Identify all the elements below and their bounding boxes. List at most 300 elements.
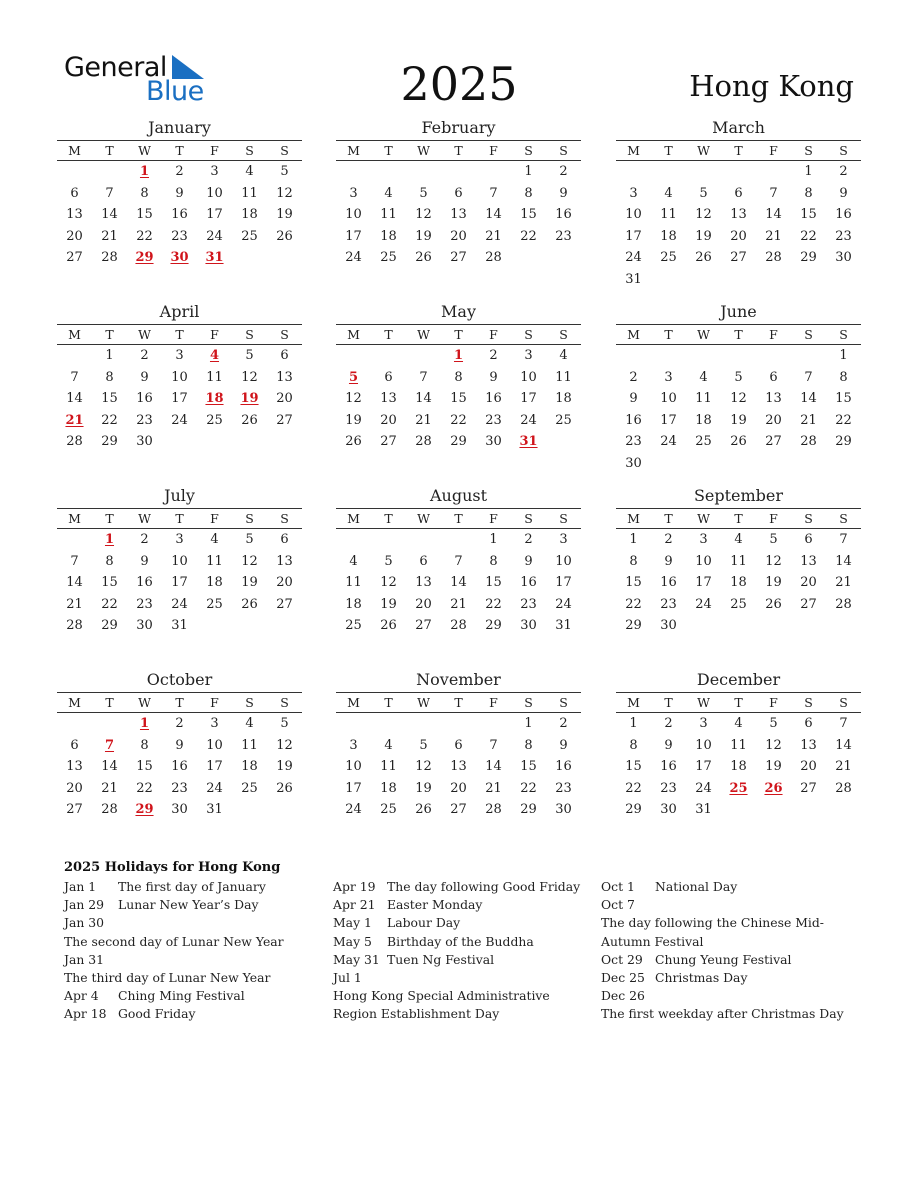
day-cell: 9 [140, 369, 149, 385]
day-cell: 25 [730, 596, 747, 612]
weekday-header: M [616, 141, 651, 161]
day-cell: 11 [241, 737, 258, 753]
day-cell: 17 [345, 228, 362, 244]
day-cell: 19 [765, 759, 782, 775]
holiday-name: The second day of Lunar New Year [64, 933, 284, 949]
holiday-date: 25 [729, 780, 748, 796]
empty-cell [92, 161, 127, 183]
month-name: May [441, 302, 476, 321]
day-cell: 25 [206, 596, 223, 612]
day-cell: 31 [695, 802, 712, 818]
day-cell: 8 [524, 185, 533, 201]
day-cell: 14 [765, 207, 782, 223]
day-cell: 12 [695, 207, 712, 223]
weekday-header: T [371, 141, 406, 161]
day-cell: 25 [380, 802, 397, 818]
day-cell: 2 [629, 369, 638, 385]
day-cell: 2 [175, 164, 184, 179]
day-cell: 23 [171, 228, 188, 244]
day-cell: 30 [136, 618, 153, 634]
day-cell: 30 [660, 802, 677, 818]
holiday-date: 1 [139, 164, 150, 179]
holiday-date-label: Oct 29 [601, 951, 643, 967]
day-cell: 23 [660, 596, 677, 612]
holiday-item [601, 987, 857, 1023]
day-cell: 9 [524, 553, 533, 569]
day-cell: 26 [695, 250, 712, 266]
day-cell: 4 [349, 553, 358, 569]
day-cell: 15 [625, 575, 642, 591]
day-cell: 26 [241, 596, 258, 612]
holiday-item [601, 969, 857, 987]
holiday-name: Easter Monday [387, 897, 483, 913]
day-cell: 28 [450, 618, 467, 634]
holiday-item [64, 987, 320, 1005]
day-cell: 2 [559, 164, 568, 179]
day-cell: 22 [625, 596, 642, 612]
day-cell: 25 [380, 250, 397, 266]
day-cell: 14 [101, 207, 118, 223]
day-cell: 16 [171, 759, 188, 775]
weekday-header: T [441, 509, 476, 529]
day-cell: 13 [450, 207, 467, 223]
holiday-column [601, 878, 857, 1024]
day-cell: 17 [660, 412, 677, 428]
day-cell: 27 [450, 250, 467, 266]
holiday-name: The third day of Lunar New Year [64, 970, 271, 986]
holiday-date: 26 [764, 780, 783, 796]
day-cell: 7 [804, 369, 813, 385]
day-cell: 8 [140, 185, 149, 201]
empty-cell [371, 161, 406, 183]
month-grid [616, 693, 861, 821]
day-cell: 5 [699, 185, 708, 201]
weekday-header: T [651, 693, 686, 713]
day-cell: 23 [485, 412, 502, 428]
day-cell: 17 [695, 575, 712, 591]
day-cell: 15 [625, 759, 642, 775]
weekday-header: S [546, 693, 581, 713]
day-cell: 24 [520, 412, 537, 428]
weekday-header: M [57, 141, 92, 161]
day-cell: 15 [101, 391, 118, 407]
day-cell: 22 [136, 780, 153, 796]
day-cell: 30 [835, 250, 852, 266]
day-cell: 24 [206, 228, 223, 244]
weekday-header: T [441, 325, 476, 345]
weekday-header: S [232, 141, 267, 161]
day-cell: 23 [520, 596, 537, 612]
day-cell: 21 [415, 412, 432, 428]
day-cell: 9 [664, 737, 673, 753]
month-name: August [429, 486, 488, 505]
weekday-header: T [371, 509, 406, 529]
weekday-header: M [616, 509, 651, 529]
day-cell: 19 [241, 575, 258, 591]
day-cell: 27 [380, 434, 397, 450]
day-cell: 13 [66, 759, 83, 775]
month-grid [57, 509, 302, 637]
empty-cell [476, 161, 511, 183]
day-cell: 14 [835, 553, 852, 569]
month-grid [616, 325, 861, 475]
day-cell: 5 [734, 369, 743, 385]
day-cell: 3 [559, 532, 568, 547]
day-cell: 31 [555, 618, 572, 634]
day-cell: 8 [105, 553, 114, 569]
day-cell: 3 [664, 369, 673, 385]
holiday-item [64, 878, 320, 896]
weekday-header: S [267, 325, 302, 345]
day-cell: 26 [276, 780, 293, 796]
day-cell: 9 [175, 185, 184, 201]
day-cell: 15 [101, 575, 118, 591]
weekday-header: W [127, 693, 162, 713]
holiday-date: 1 [453, 348, 464, 363]
day-cell: 12 [241, 369, 258, 385]
weekday-header: W [127, 325, 162, 345]
holiday-date: 1 [139, 716, 150, 731]
day-cell: 3 [699, 716, 708, 731]
month-name: December [696, 670, 781, 689]
empty-cell [336, 713, 371, 735]
weekday-header: S [826, 693, 861, 713]
day-cell: 27 [800, 596, 817, 612]
day-cell: 10 [171, 369, 188, 385]
day-cell: 20 [276, 575, 293, 591]
day-cell: 24 [171, 596, 188, 612]
day-cell: 17 [520, 391, 537, 407]
day-cell: 10 [345, 759, 362, 775]
day-cell: 6 [280, 348, 289, 363]
holiday-item [64, 914, 320, 950]
holiday-column [64, 878, 320, 1024]
weekday-header: W [127, 509, 162, 529]
day-cell: 8 [140, 737, 149, 753]
day-cell: 26 [415, 250, 432, 266]
day-cell: 22 [450, 412, 467, 428]
day-cell: 15 [520, 207, 537, 223]
month-name: March [712, 118, 765, 137]
month-december [616, 670, 861, 821]
day-cell: 21 [66, 596, 83, 612]
holiday-date: 21 [65, 412, 84, 428]
month-june [616, 302, 861, 475]
day-cell: 6 [804, 532, 813, 547]
day-cell: 30 [555, 802, 572, 818]
holiday-date-label: May 31 [333, 951, 380, 967]
day-cell: 25 [660, 250, 677, 266]
weekday-header: F [197, 141, 232, 161]
day-cell: 16 [555, 759, 572, 775]
day-cell: 26 [380, 618, 397, 634]
weekday-header: T [92, 693, 127, 713]
day-cell: 24 [206, 780, 223, 796]
day-cell: 17 [625, 228, 642, 244]
weekday-header: S [791, 509, 826, 529]
holiday-date-label: Jan 30 [64, 915, 105, 931]
day-cell: 13 [276, 369, 293, 385]
day-cell: 22 [101, 412, 118, 428]
weekday-header: S [232, 693, 267, 713]
empty-cell [336, 345, 371, 367]
day-cell: 18 [241, 207, 258, 223]
holiday-date-label: Oct 7 [601, 897, 635, 913]
day-cell: 28 [835, 596, 852, 612]
day-cell: 22 [835, 412, 852, 428]
day-cell: 26 [345, 434, 362, 450]
day-cell: 27 [730, 250, 747, 266]
month-name: July [164, 486, 195, 505]
day-cell: 16 [136, 575, 153, 591]
month-name: February [421, 118, 496, 137]
day-cell: 25 [241, 780, 258, 796]
day-cell: 22 [520, 780, 537, 796]
holiday-name: Chung Yeung Festival [655, 951, 792, 967]
weekday-header: S [791, 325, 826, 345]
weekday-header: T [721, 141, 756, 161]
day-cell: 2 [524, 532, 533, 547]
day-cell: 23 [555, 780, 572, 796]
month-grid [616, 509, 861, 637]
weekday-header: M [57, 693, 92, 713]
day-cell: 29 [101, 434, 118, 450]
weekday-header: S [232, 325, 267, 345]
day-cell: 21 [101, 780, 118, 796]
day-cell: 27 [66, 250, 83, 266]
day-cell: 7 [489, 737, 498, 753]
holiday-date: 31 [205, 250, 224, 266]
weekday-header: S [826, 141, 861, 161]
day-cell: 16 [835, 207, 852, 223]
weekday-header: W [406, 325, 441, 345]
weekday-header: T [651, 509, 686, 529]
day-cell: 27 [276, 412, 293, 428]
holiday-item [333, 914, 589, 932]
day-cell: 1 [629, 716, 638, 731]
empty-cell [371, 529, 406, 551]
weekday-header: S [267, 141, 302, 161]
day-cell: 6 [454, 185, 463, 201]
day-cell: 23 [555, 228, 572, 244]
holiday-list [64, 858, 864, 1022]
weekday-header: T [441, 693, 476, 713]
day-cell: 11 [206, 553, 223, 569]
holiday-item [64, 1005, 320, 1023]
day-cell: 20 [66, 228, 83, 244]
day-cell: 22 [520, 228, 537, 244]
day-cell: 8 [839, 369, 848, 385]
holiday-date-label: Apr 19 [333, 879, 376, 894]
day-cell: 8 [524, 737, 533, 753]
weekday-header: W [686, 325, 721, 345]
holiday-date: 1 [104, 532, 115, 547]
day-cell: 20 [380, 412, 397, 428]
day-cell: 7 [769, 185, 778, 201]
day-cell: 10 [345, 207, 362, 223]
weekday-header: S [511, 509, 546, 529]
day-cell: 6 [419, 553, 428, 569]
holiday-date-label: Apr 4 [64, 988, 99, 1004]
day-cell: 14 [450, 575, 467, 591]
holiday-item [333, 878, 589, 896]
day-cell: 14 [415, 391, 432, 407]
day-cell: 20 [66, 780, 83, 796]
day-cell: 24 [625, 250, 642, 266]
empty-cell [686, 345, 721, 367]
day-cell: 13 [765, 391, 782, 407]
holiday-date-label: Apr 21 [333, 897, 376, 913]
day-cell: 8 [804, 185, 813, 201]
weekday-header: T [162, 325, 197, 345]
weekday-header: M [616, 325, 651, 345]
day-cell: 4 [245, 716, 254, 731]
day-cell: 17 [206, 207, 223, 223]
day-cell: 14 [101, 759, 118, 775]
day-cell: 29 [485, 618, 502, 634]
day-cell: 19 [415, 780, 432, 796]
weekday-header: F [197, 325, 232, 345]
day-cell: 21 [800, 412, 817, 428]
day-cell: 21 [765, 228, 782, 244]
day-cell: 30 [485, 434, 502, 450]
day-cell: 31 [171, 618, 188, 634]
day-cell: 9 [664, 553, 673, 569]
empty-cell [406, 713, 441, 735]
day-cell: 27 [415, 618, 432, 634]
day-cell: 20 [800, 575, 817, 591]
day-cell: 16 [555, 207, 572, 223]
weekday-header: F [197, 693, 232, 713]
weekday-header: F [476, 693, 511, 713]
weekday-header: M [57, 509, 92, 529]
day-cell: 18 [206, 575, 223, 591]
weekday-header: F [756, 693, 791, 713]
day-cell: 1 [489, 532, 498, 547]
day-cell: 25 [241, 228, 258, 244]
month-name: January [148, 118, 211, 137]
weekday-header: W [406, 509, 441, 529]
day-cell: 6 [280, 532, 289, 547]
day-cell: 7 [419, 369, 428, 385]
day-cell: 9 [559, 737, 568, 753]
empty-cell [686, 161, 721, 183]
day-cell: 6 [734, 185, 743, 201]
day-cell: 15 [485, 575, 502, 591]
day-cell: 14 [66, 391, 83, 407]
day-cell: 8 [489, 553, 498, 569]
day-cell: 15 [835, 391, 852, 407]
weekday-header: T [371, 693, 406, 713]
day-cell: 8 [629, 737, 638, 753]
day-cell: 18 [555, 391, 572, 407]
day-cell: 16 [520, 575, 537, 591]
day-cell: 12 [730, 391, 747, 407]
holiday-item [601, 951, 857, 969]
weekday-header: T [92, 141, 127, 161]
empty-cell [616, 345, 651, 367]
day-cell: 17 [206, 759, 223, 775]
month-name: October [146, 670, 213, 689]
day-cell: 20 [450, 780, 467, 796]
day-cell: 10 [555, 553, 572, 569]
holiday-item [64, 896, 320, 914]
weekday-header: F [756, 325, 791, 345]
day-cell: 17 [171, 391, 188, 407]
weekday-header: T [651, 325, 686, 345]
holiday-name: The first day of January [118, 879, 266, 894]
day-cell: 5 [384, 553, 393, 569]
weekday-header: M [336, 141, 371, 161]
logo-text-general: General [64, 52, 167, 83]
day-cell: 29 [625, 802, 642, 818]
weekday-header: T [162, 693, 197, 713]
weekday-header: W [127, 141, 162, 161]
day-cell: 27 [276, 596, 293, 612]
day-cell: 30 [171, 802, 188, 818]
holiday-name: Labour Day [387, 915, 461, 931]
weekday-header: T [162, 509, 197, 529]
day-cell: 4 [734, 716, 743, 731]
month-february [336, 118, 581, 269]
weekday-header: S [791, 693, 826, 713]
holiday-item [64, 951, 320, 987]
day-cell: 8 [105, 369, 114, 385]
day-cell: 6 [70, 185, 79, 201]
empty-cell [791, 345, 826, 367]
day-cell: 22 [101, 596, 118, 612]
day-cell: 20 [450, 228, 467, 244]
empty-cell [616, 161, 651, 183]
day-cell: 26 [241, 412, 258, 428]
day-cell: 10 [520, 369, 537, 385]
page-title-year: 2025 [400, 57, 518, 111]
empty-cell [371, 345, 406, 367]
day-cell: 4 [245, 164, 254, 179]
day-cell: 10 [171, 553, 188, 569]
month-october [57, 670, 302, 821]
day-cell: 10 [695, 553, 712, 569]
day-cell: 24 [345, 250, 362, 266]
day-cell: 21 [835, 759, 852, 775]
empty-cell [721, 161, 756, 183]
day-cell: 9 [839, 185, 848, 201]
empty-cell [441, 529, 476, 551]
day-cell: 24 [171, 412, 188, 428]
day-cell: 18 [730, 575, 747, 591]
weekday-header: S [267, 693, 302, 713]
weekday-header: T [721, 325, 756, 345]
month-grid [616, 141, 861, 291]
holiday-name: Lunar New Year’s Day [118, 897, 259, 913]
day-cell: 26 [765, 596, 782, 612]
day-cell: 19 [415, 228, 432, 244]
day-cell: 2 [559, 716, 568, 731]
day-cell: 14 [835, 737, 852, 753]
month-may [336, 302, 581, 453]
weekday-header: W [406, 141, 441, 161]
empty-cell [92, 713, 127, 735]
day-cell: 4 [664, 185, 673, 201]
day-cell: 19 [345, 412, 362, 428]
day-cell: 4 [384, 185, 393, 201]
day-cell: 5 [769, 716, 778, 731]
day-cell: 30 [625, 455, 642, 471]
empty-cell [406, 529, 441, 551]
day-cell: 22 [625, 780, 642, 796]
day-cell: 11 [660, 207, 677, 223]
day-cell: 3 [524, 348, 533, 363]
